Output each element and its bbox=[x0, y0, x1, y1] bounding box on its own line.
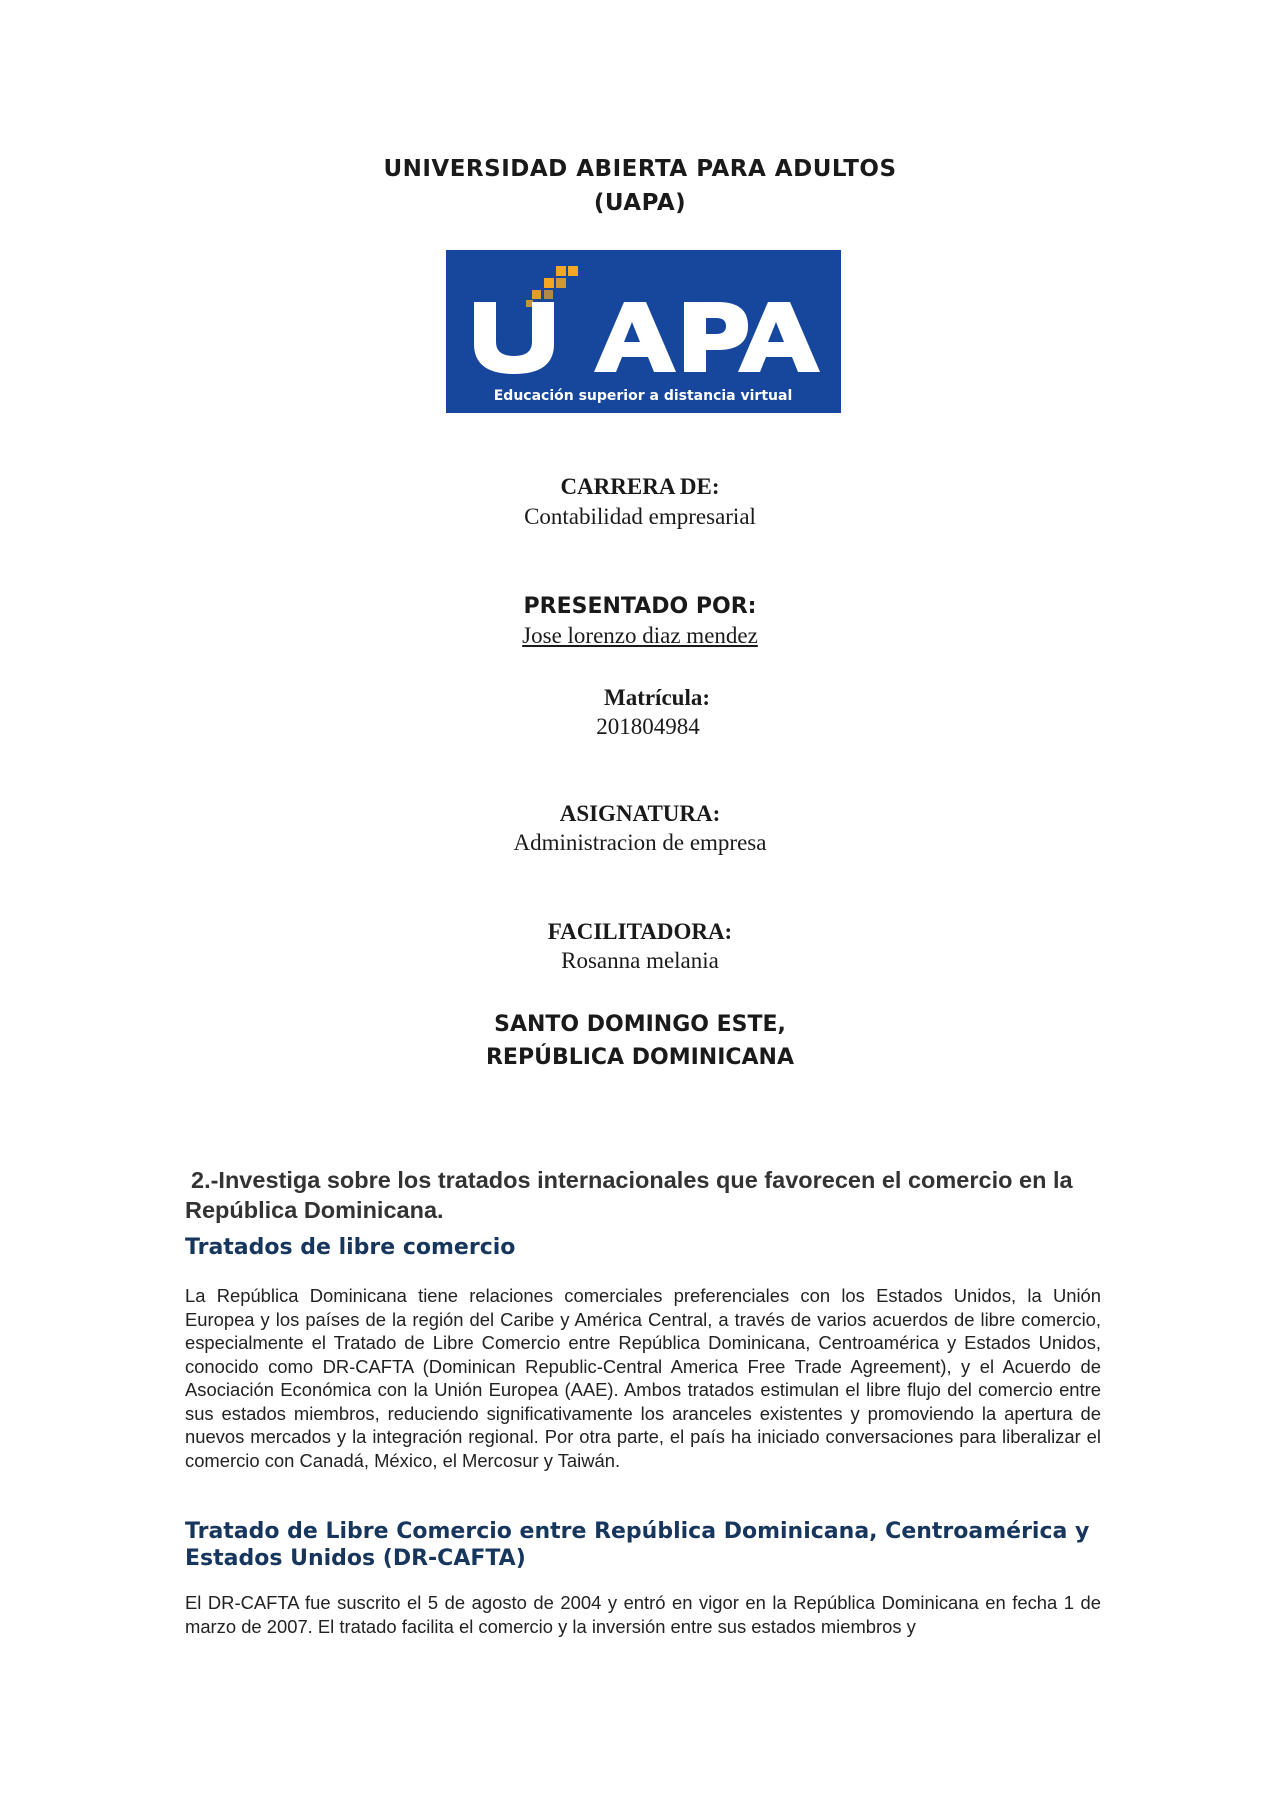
location-city: SANTO DOMINGO ESTE, bbox=[494, 1012, 786, 1037]
university-name: UNIVERSIDAD ABIERTA PARA ADULTOS bbox=[383, 156, 897, 182]
location bbox=[0, 1008, 1280, 1074]
matricula-value: 201804984 bbox=[596, 714, 700, 739]
university-title bbox=[0, 152, 1280, 220]
university-acronym: (UAPA) bbox=[593, 190, 687, 216]
facilitator-label: FACILITADORA: bbox=[547, 919, 733, 944]
section1-body: La República Dominicana tiene relaciones comerciales preferenciales con los Estados Unidos, la Unión Europea y los países de la región del Caribe y América Central, a través de varios acuerdos de libre comercio, especialmente el Tratado de Libre Comercio entre República Dominicana, Centroamérica y Estados Unidos, conocido como DR-CAFTA (Dominican Republic-Central America Free Trade Agreement), y el Acuerdo de Asociación Económica con la Unión Europea (AAE). Ambos tratados estimulan el libre flujo del comercio entre sus estados miembros, reduciendo significativamente los aranceles existentes y promoviendo la apertura de nuevos mercados y la integración regional. Por otra parte, el país ha iniciado conversaciones para liberalizar el comercio con Canadá, México, el Mercosur y Taiwán. bbox=[185, 1285, 1101, 1471]
career-value: Contabilidad empresarial bbox=[524, 504, 756, 529]
uapa-logo-graphic bbox=[446, 250, 841, 413]
section2-title: Tratado de Libre Comercio entre República Dominicana, Centroamérica y Estados Unidos (DR-CAFTA) bbox=[185, 1519, 1090, 1571]
section2-body: El DR-CAFTA fue suscrito el 5 de agosto de 2004 y entró en vigor en la República Dominicana en fecha 1 de marzo de 2007. El tratado facilita el comercio y la inversión entre sus estados miembros y bbox=[185, 1592, 1101, 1637]
subject-label: ASIGNATURA: bbox=[559, 801, 721, 826]
section1-title: Tratados de libre comercio bbox=[185, 1235, 516, 1260]
career-label: CARRERA DE: bbox=[560, 474, 720, 499]
location-country: REPÚBLICA DOMINICANA bbox=[485, 1045, 794, 1070]
presented-wrap bbox=[0, 623, 1280, 649]
presented-label: PRESENTADO POR: bbox=[523, 594, 757, 619]
facilitator-value: Rosanna melania bbox=[561, 948, 719, 973]
logo-tagline: Educación superior a distancia virtual bbox=[493, 388, 793, 404]
uapa-logo bbox=[446, 250, 841, 413]
question-heading: 2.-Investiga sobre los tratados internacionales que favorecen el comercio en la República Dominicana. bbox=[185, 1167, 1073, 1223]
subject-value: Administracion de empresa bbox=[513, 830, 767, 855]
matricula-label: Matrícula: bbox=[603, 685, 710, 710]
presented-value: Jose lorenzo diaz mendez bbox=[522, 623, 758, 648]
